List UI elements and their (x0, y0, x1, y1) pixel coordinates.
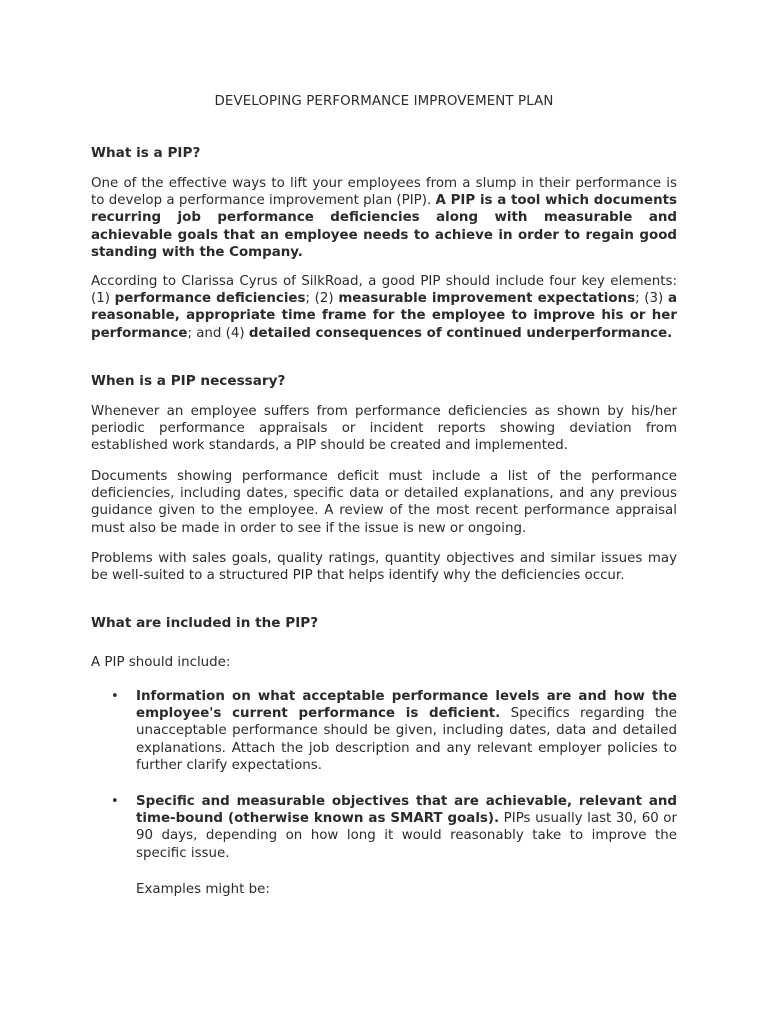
bullet-dot: • (111, 689, 119, 704)
list-item-bold: Specific and measurable objectives that are achievable, relevant and time-bound (otherwise known as SMART goals). (136, 794, 677, 827)
section-heading-what-is-pip: What is a PIP? (91, 145, 201, 161)
list-item-normal: PIPs usually last 30, 60 or 90 days, depending on how long it would reasonably take to improve the specific issue. (136, 811, 678, 861)
key-elements-bold-b: performance deficiencies (114, 291, 306, 307)
document-title: DEVELOPING PERFORMANCE IMPROVEMENT PLAN (214, 94, 554, 109)
pip-definition-bold: A PIP is a tool which documents recurring job performance deficiencies along with measurable and achievable goals that an employee needs to achieve in order to regain good standing with the Company. (91, 193, 677, 260)
paragraph-documents-deficit: Documents showing performance deficit must include a list of the performance deficiencies, including dates, specific data or detailed explanations, and any previous guidance given to the employee. A review of the most recent performance appraisal must also be made in order to see if the issue is new or ongoing. (91, 469, 677, 536)
section-heading-when-necessary: When is a PIP necessary? (91, 373, 286, 389)
key-elements-text-a: According to Clarissa Cyrus of SilkRoad, a good PIP should include four key elements: (1) (91, 274, 677, 307)
list-item-normal: Specifics regarding the unacceptable performance should be given, including dates, data and detailed explanations. Attach the job description and any relevant employer policies to further clarify expectations. (136, 706, 677, 773)
list-item-text (136, 688, 677, 774)
list-item-text (136, 793, 677, 862)
paragraph-key-elements (91, 273, 677, 342)
key-elements-text-c: ; (2) (305, 291, 339, 307)
list-item-bold: Information on what acceptable performance levels are and how the employee's current performance is deficient. (136, 689, 677, 722)
paragraph-pip-definition (91, 175, 677, 261)
key-elements-bold-h: detailed consequences of continued underperformance. (248, 325, 673, 341)
examples-label: Examples might be: (136, 882, 270, 897)
key-elements-text-g: ; and (4) (187, 325, 249, 341)
key-elements-text-e: ; (3) (635, 291, 668, 307)
key-elements-bold-f: a reasonable, appropriate time frame for the employee to improve his or her performance (91, 291, 677, 341)
paragraph-pip-should-include: A PIP should include: (91, 655, 231, 670)
section-heading-what-included: What are included in the PIP? (91, 615, 319, 631)
pip-intro-text: One of the effective ways to lift your employees from a slump in their performance is to develop a performance improvement plan (PIP). (91, 176, 677, 209)
key-elements-bold-d: measurable improvement expectations (338, 291, 636, 307)
paragraph-problems: Problems with sales goals, quality ratings, quantity objectives and similar issues may be well-suited to a structured PIP that helps identify why the deficiencies occur. (91, 551, 677, 584)
paragraph-when-deficiencies: Whenever an employee suffers from performance deficiencies as shown by his/her periodic performance appraisals or incident reports showing deviation from established work standards, a PIP should be created and implemented. (91, 404, 677, 454)
bullet-dot: • (111, 794, 119, 809)
